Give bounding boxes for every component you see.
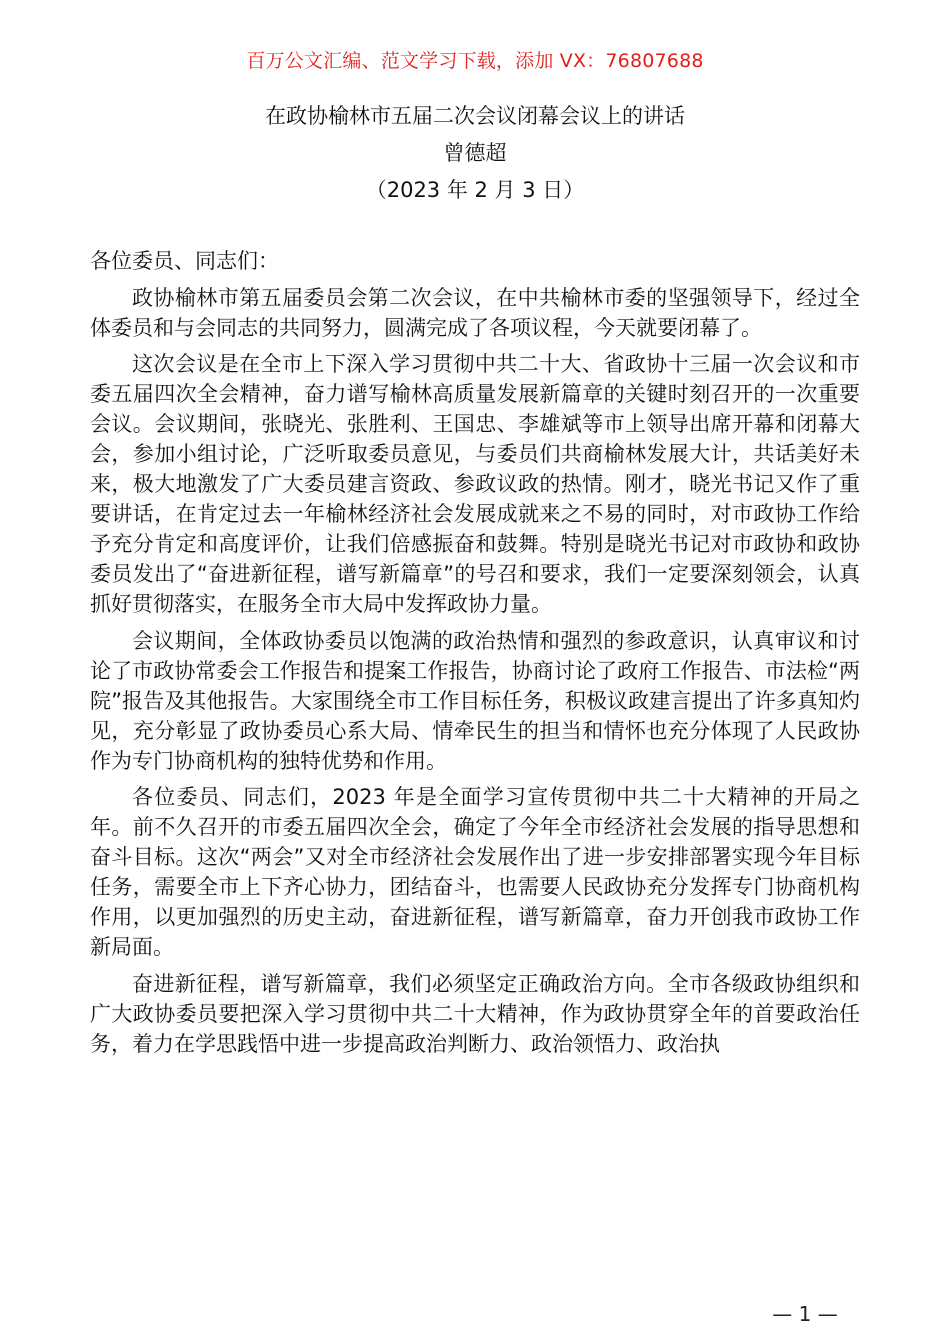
paragraph: 各位委员、同志们，2023 年是全面学习宣传贯彻中共二十大精神的开局之年。前不久召开的市委五届四次全会，确定了今年全市经济社会发展的指导思想和奋斗目标。这次“两会”又对全市经济社会发展作出了进一步安排部署实现今年目标任务，需要全市上下齐心协力，团结奋斗，也需要人民政协充分发挥专门协商机构作用，以更加强烈的历史主动，奋进新征程，谱写新篇章，奋力开创我市政协工作新局面。	[90, 785, 860, 959]
paragraph: 会议期间，全体政协委员以饱满的政治热情和强烈的参政意识，认真审议和讨论了市政协常委会工作报告和提案工作报告，协商讨论了政府工作报告、市法检“两院”报告及其他报告。大家围绕全市工作目标任务，积极议政建言提出了许多真知灼见，充分彰显了政协委员心系大局、情牵民生的担当和情怀也充分体现了人民政协作为专门协商机构的独特优势和作用。	[90, 628, 860, 773]
author-name: 曾德超	[443, 141, 507, 165]
document-title: 在政协榆林市五届二次会议闭幕会议上的讲话	[265, 104, 685, 128]
document-header	[0, 98, 950, 209]
speech-date: （2023 年 2 月 3 日）	[365, 178, 585, 202]
paragraph: 奋进新征程，谱写新篇章，我们必须坚定正确政治方向。全市各级政协组织和广大政协委员要把深入学习贯彻中共二十大精神，作为政协贯穿全年的首要政治任务，着力在学思践悟中进一步提高政治判断力、政治领悟力、政治执	[90, 971, 860, 1056]
paragraph: 政协榆林市第五届委员会第二次会议，在中共榆林市委的坚强领导下，经过全体委员和与会同志的共同努力，圆满完成了各项议程，今天就要闭幕了。	[90, 285, 860, 340]
salutation: 各位委员、同志们：	[90, 249, 279, 273]
paragraph: 这次会议是在全市上下深入学习贯彻中共二十大、省政协十三届一次会议和市委五届四次全会精神，奋力谱写榆林高质量发展新篇章的关键时刻召开的一次重要会议。会议期间，张晓光、张胜利、王国忠、李雄斌等市上领导出席开幕和闭幕大会，参加小组讨论，广泛听取委员意见，与委员们共商榆林发展大计，共话美好未来，极大地激发了广大委员建言资政、参政议政的热情。刚才，晓光书记又作了重要讲话，在肯定过去一年榆林经济社会发展成就来之不易的同时，对市政协工作给予充分肯定和高度评价，让我们倍感振奋和鼓舞。特别是晓光书记对市政协和政协委员发出了“奋进新征程，谱写新篇章”的号召和要求，我们一定要深刻领会，认真抓好贯彻落实，在服务全市大局中发挥政协力量。	[90, 352, 860, 616]
header-banner: 百万公文汇编、范文学习下载，添加 VX：76807688	[246, 50, 704, 72]
speech-body	[90, 246, 860, 1065]
page-number: — 1 —	[772, 1302, 838, 1326]
